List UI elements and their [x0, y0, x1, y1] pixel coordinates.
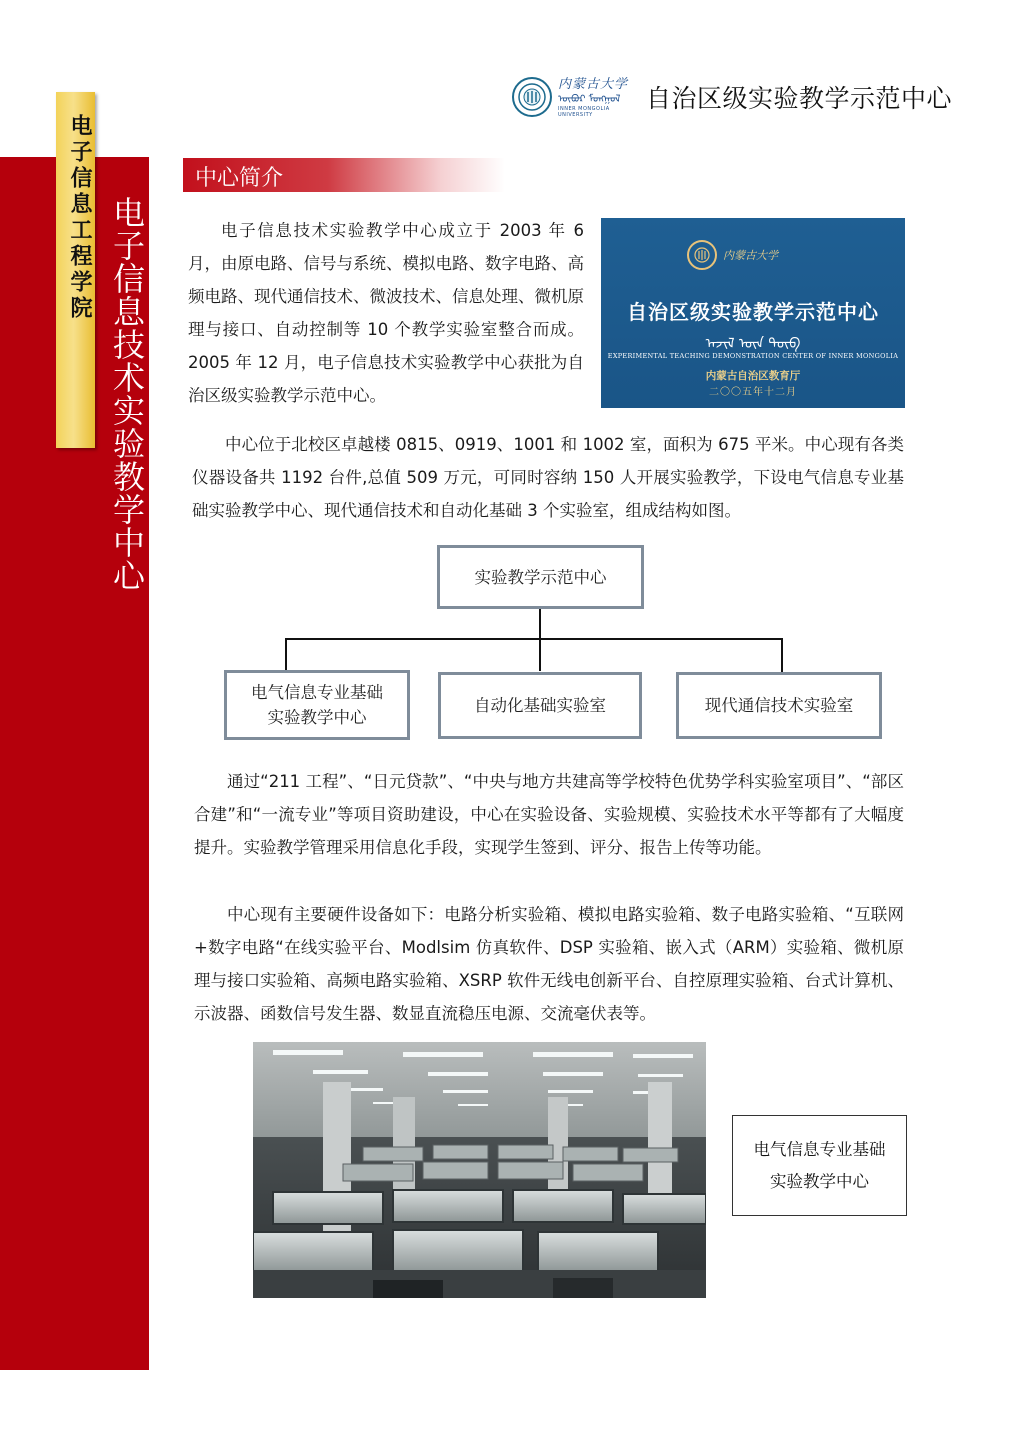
- college-tab: [56, 92, 95, 448]
- college-name: 电子信息工程学院: [67, 114, 92, 322]
- lab-photo-illustration: [253, 1042, 706, 1298]
- org-child-label: 自动化基础实验室: [474, 696, 606, 715]
- photo-caption-line1: 电气信息专业基础: [753, 1139, 886, 1159]
- plaque-univ: 内蒙古大学: [723, 248, 778, 262]
- photo-caption-line2: 实验教学中心: [770, 1171, 869, 1191]
- equipment-paragraph: 中心现有主要硬件设备如下：电路分析实验箱、模拟电路实验箱、数子电路实验箱、“互联网+数字电路“在线实验平台、Modlsim 仿真软件、DSP 实验箱、嵌入式（ARM）实验箱、微机原理与接口实验箱、高频电路实验箱、XSRP 软件无线电创新平台、自控原理实验箱、台式计算机、示波器、函数信号发生器、数显直流稳压电源、交流毫伏表等。: [194, 905, 904, 1023]
- photo-caption-box: [732, 1115, 907, 1216]
- section-label: [183, 158, 505, 192]
- logo-english: INNER MONGOLIA UNIVERSITY: [558, 105, 610, 118]
- org-connector-left: [285, 638, 287, 671]
- plaque-dept: 内蒙古自治区教育厅: [705, 370, 801, 382]
- funding-paragraph: 通过“211 工程”、“日元贷款”、“中央与地方共建高等学校特色优势学科实验室项目”、“部区合建”和“一流专业”等项目资助建设，中心在实验设备、实验规模、实验技术水平等都有了大幅度提升。实验教学管理采用信息化手段，实现学生签到、评分、报告上传等功能。: [194, 772, 904, 857]
- plaque-title: 自治区级实验教学示范中心: [627, 300, 879, 324]
- org-child-box: [224, 670, 410, 740]
- plaque-mongolian: ᠠᠵᠢᠯ ᠦᠨ ᠲᠥᠪ: [705, 336, 801, 352]
- university-logo-text: [558, 77, 638, 118]
- org-connector-root: [539, 609, 541, 639]
- plaque-date: 二〇〇五年十二月: [709, 387, 797, 398]
- logo-script-mongolian: ᠥᠪᠥᠷ ᠮᠣᠩᠭᠣᠯ: [558, 93, 621, 105]
- org-connector-right: [781, 638, 783, 673]
- plaque-logo: [687, 240, 778, 270]
- plaque-english: EXPERIMENTAL TEACHING DEMONSTRATION CENTER OF INNER MONGOLIA: [607, 352, 899, 360]
- demonstration-center-plaque: [601, 218, 905, 408]
- location-paragraph: 中心位于北校区卓越楼 0815、0919、1001 和 1002 室，面积为 675 平米。中心现有各类仪器设备共 1192 台件,总值 509 万元，可同时容纳 150 人开展实验教学，下设电气信息专业基础实验教学中心、现代通信技术和自动化基础 3 个实验室，组成结构如图。: [192, 435, 904, 520]
- lab-photo: [253, 1042, 706, 1298]
- header-title: 自治区级实验教学示范中心: [646, 84, 953, 113]
- org-child-box: [438, 672, 642, 739]
- center-vertical-title: 电子信息技术实验教学中心: [108, 196, 146, 592]
- org-child-label: 实验教学中心: [267, 708, 367, 727]
- logo-script: 内蒙古大学: [558, 76, 629, 92]
- section-label-text: 中心简介: [195, 166, 284, 191]
- intro-paragraph: 电子信息技术实验教学中心成立于 2003 年 6 月，由原电路、信号与系统、模拟电路、数字电路、高频电路、现代通信技术、微波技术、信息处理、微机原理与接口、自动控制等 10 个教学实验室整合而成。2005 年 12 月，电子信息技术实验教学中心获批为自治区级实验教学示范中心。: [188, 221, 584, 405]
- org-root-label: 实验教学示范中心: [474, 567, 607, 587]
- org-connector-horizontal: [285, 638, 783, 640]
- org-child-box: [676, 672, 882, 739]
- org-child-label: 电气信息专业基础: [251, 683, 383, 702]
- university-emblem-icon: [512, 77, 552, 117]
- org-child-label: 现代通信技术实验室: [704, 696, 854, 715]
- plaque-emblem-icon: [687, 240, 717, 270]
- page-header: [512, 74, 952, 120]
- org-root-box: [437, 545, 644, 609]
- org-connector-middle: [539, 638, 541, 671]
